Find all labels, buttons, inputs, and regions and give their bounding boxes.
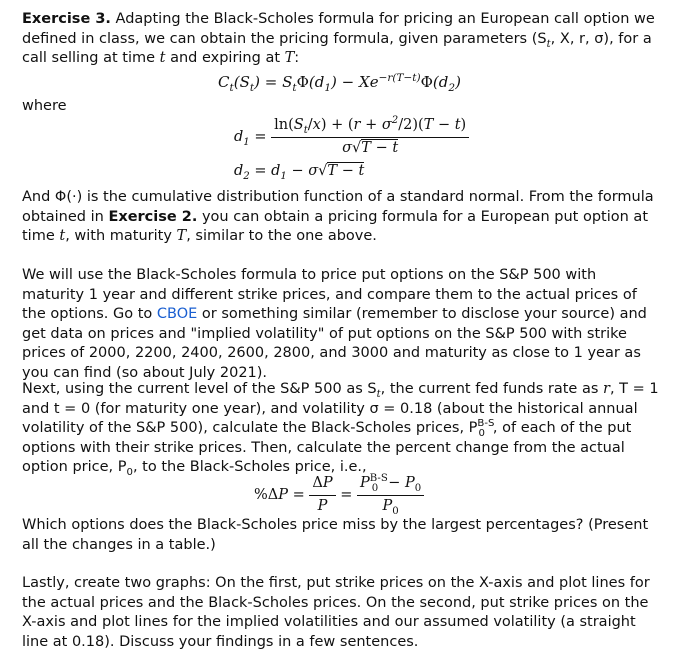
paragraph-calculation: Next, using the current level of the S&P 500 as $S_t$, the current fed funds rate as r, T = 1 and t = 0 (for maturity one year), and volatility σ = 0.18 (about the historical annual volatility of the S&P 500), calculate the Black-Scholes prices, $P^{B-S}_0$ , of each of the put options with their strike prices. Then, calculate the percent change from the actual option price, $P_0$, to the Black-Scholes price, i.e., [22,381,659,478]
intro-paragraph: Exercise 3. Adapting the Black-Scholes formula for pricing an European call option we defined in class, we can obtain the pricing formula, given parameters ($S_t$, X, r, σ), for a call selling at time t and expiring at T: [22,11,655,66]
paragraph-put-formula: And Φ(·) is the cumulative distribution function of a standard normal. From the formula obtained in Exercise 2. you can obtain a pricing formula for a European put option at time t, with maturity T, similar to the one above. [22,189,654,244]
paragraph-data-collection: We will use the Black-Scholes formula to price put options on the S&P 500 with maturity 1 year and different strike prices, and compare them to the actual prices of the options. Go to CBOE or something similar (remember to disclose your source) and get data on prices and "implied volatility" of put options on the S&P 500 with strike prices of 2000, 2200, 2400, 2600, 2800, and 3000 and maturity as close to 1 year as you can find (so about July 2021). [22,267,647,381]
exercise-title: Exercise 3. [22,11,111,27]
cboe-link[interactable]: CBOE [156,306,198,322]
paragraph-graphs: Lastly, create two graphs: On the first, put strike prices on the X-axis and plot lines for the actual prices and the Black-Scholes prices. On the second, put strike prices on the X-axis and plot lines for the implied volatilities and our assumed volatility (a straight line at 0.18). Discuss your findings in a few sentences. [22,575,650,650]
d1-equation: $d_1$ = $\frac{\ln(S_t/x) + (r + \sigma^2/2)(T - t)}{\sigma√T - t}$ [234,116,469,158]
d2-equation: $d_2 = d_1 - \sigma√T - t$ [234,163,365,182]
where-label: where [22,98,67,114]
call-price-equation: $C_t(S_t) = S_t\Phi(d_1) - Xe^{-r(T-t)}\Phi(d_2)$ [218,72,461,94]
percent-change-equation: %ΔP = $\frac{\Delta P}{P}$ = $\frac{P^{B-S}_0 - P_0}{P_0}$ [254,474,424,516]
paragraph-table-question: Which options does the Black-Scholes price miss by the largest percentages? (Present all the changes in a table.) [22,517,649,553]
